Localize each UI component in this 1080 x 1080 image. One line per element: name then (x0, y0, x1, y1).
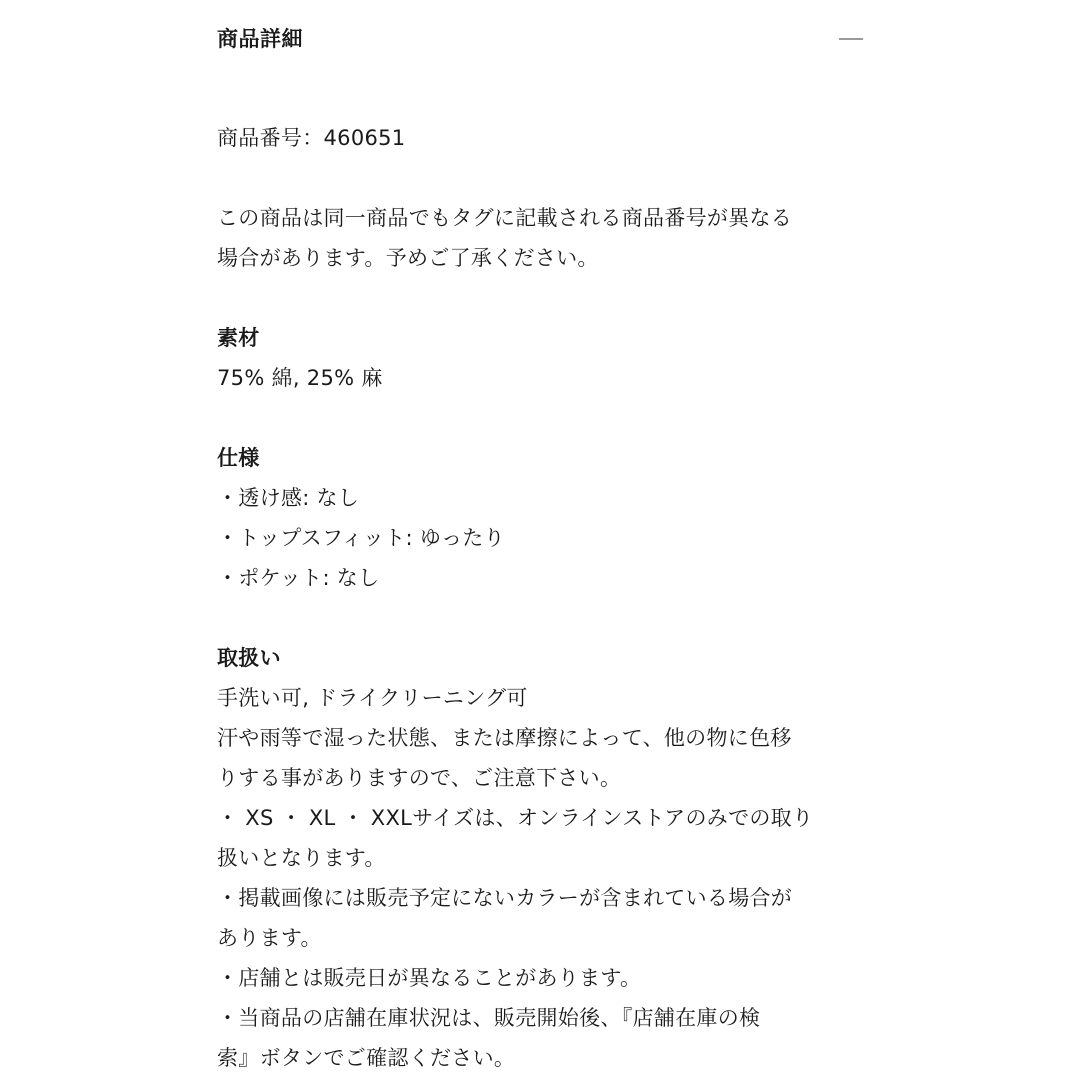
care-line: 扱いとなります。 (217, 846, 386, 870)
care-line: 汗や雨等で湿った状態、または摩擦によって、他の物に色移 (217, 726, 792, 750)
collapse-button[interactable] (837, 24, 865, 54)
spacer (217, 398, 867, 438)
care-line: ・店舗とは販売日が異なることがあります。 (217, 966, 642, 990)
minus-icon (839, 38, 863, 40)
spec-item-pocket: ・ポケット: なし (217, 566, 380, 590)
spacer (217, 158, 867, 198)
specs-section (217, 438, 867, 598)
care-line: ・掲載画像には販売予定にないカラーが含まれている場合が (217, 886, 793, 910)
spec-item-fit: ・トップスフィット: ゆったり (217, 526, 505, 550)
material-value: 75% 綿, 25% 麻 (217, 366, 383, 390)
care-section (217, 638, 867, 1078)
care-line: ・ XS ・ XL ・ XXLサイズは、オンラインストアのみでの取り (217, 806, 814, 830)
material-section (217, 318, 867, 398)
product-details-header[interactable] (217, 0, 867, 78)
material-heading: 素材 (217, 326, 260, 350)
notice-line: この商品は同一商品でもタグに記載される商品番号が異なる (217, 206, 793, 230)
spec-item-transparency: ・透け感: なし (217, 486, 360, 510)
care-line: 手洗い可, ドライクリーニング可 (217, 686, 528, 710)
panel-title: 商品詳細 (217, 27, 303, 51)
care-line: 索』ボタンでご確認ください。 (217, 1046, 516, 1070)
spacer (217, 598, 867, 638)
notice-line: 場合があります。予めご了承ください。 (217, 246, 599, 270)
product-details-panel (217, 0, 867, 1078)
specs-heading: 仕様 (217, 446, 260, 470)
product-number-notice (217, 198, 867, 278)
care-heading: 取扱い (217, 646, 281, 670)
spacer (217, 278, 867, 318)
product-number: 商品番号：460651 (217, 126, 406, 150)
spacer (217, 78, 867, 118)
care-line: あります。 (217, 926, 322, 950)
care-line: りする事がありますので、ご注意下さい。 (217, 766, 622, 790)
care-line: ・当商品の店舗在庫状況は、販売開始後、『店舗在庫の検 (217, 1006, 761, 1030)
